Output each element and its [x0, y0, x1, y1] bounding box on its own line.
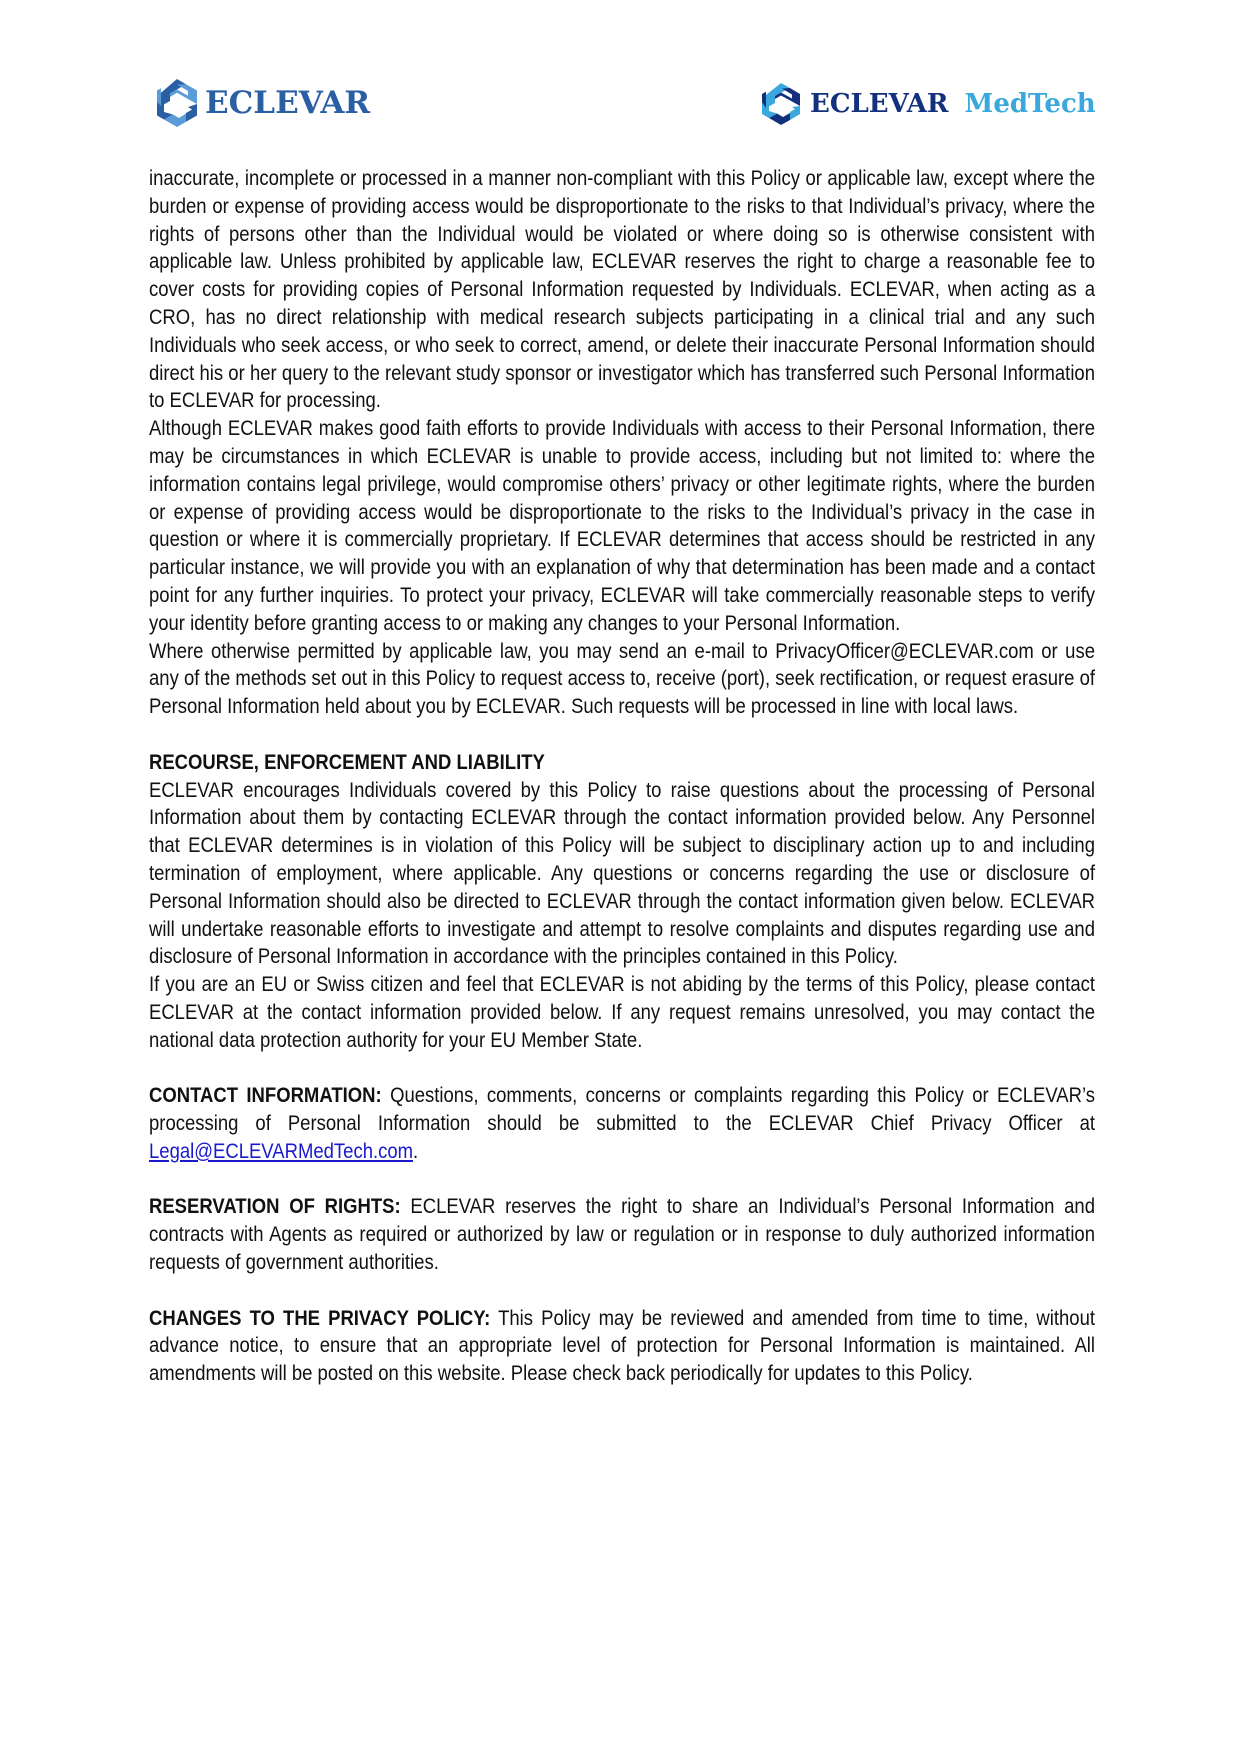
legal-email-link[interactable]: Legal@ECLEVARMedTech.com — [149, 1138, 414, 1163]
reservation-of-rights-text: ECLEVAR reserves the right to share an Individual’s Personal Information and contracts with Agents as required or authorized by law or regulation or in response to duly authorized information requests of government authorities. — [149, 1194, 1096, 1275]
eclevar-hexagon-logo-icon — [155, 78, 199, 128]
spacer — [149, 1055, 1095, 1083]
recourse-paragraph: ECLEVAR encourages Individuals covered by this Policy to raise questions about the processing of Personal Information about them by contacting ECLEVAR through the contact information provided below. Any Personnel that ECLEVAR determines is in violation of this Policy will be subject to disciplinary action up to and including termination of employment, where applicable. Any questions or concerns regarding the use or disclosure of Personal Information should also be directed to ECLEVAR through the contact information given below. ECLEVAR will undertake reasonable efforts to investigate and attempt to resolve complaints and disputes regarding use and disclosure of Personal Information in accordance with the principles contained in this Policy. — [149, 777, 1095, 969]
eclevar-wordmark: ECLEVAR — [205, 85, 371, 121]
eclevar-medtech-wordmark-primary: ECLEVAR — [810, 89, 949, 119]
spacer — [149, 721, 1095, 749]
policy-changes-heading: CHANGES TO THE PRIVACY POLICY: — [149, 1305, 491, 1330]
recourse-heading: RECOURSE, ENFORCEMENT AND LIABILITY — [149, 749, 545, 774]
spacer — [149, 1166, 1095, 1194]
page-header — [0, 0, 1240, 150]
eclevar-medtech-wordmark-secondary: MedTech — [964, 89, 1096, 119]
eclevar-logo — [155, 78, 370, 128]
reservation-of-rights-paragraph — [149, 1193, 1095, 1276]
contact-information-paragraph — [149, 1082, 1095, 1165]
contact-information-trail: . — [413, 1138, 419, 1163]
document-body — [149, 165, 1095, 1388]
policy-changes-paragraph — [149, 1305, 1095, 1388]
eu-swiss-paragraph: If you are an EU or Swiss citizen and feel that ECLEVAR is not abiding by the terms of this Policy, please contact ECLEVAR at the contact information provided below. If any request remains unresolved, you may contact the national data protection authority for your EU Member State. — [149, 972, 1095, 1052]
access-request-paragraph: Where otherwise permitted by applicable law, you may send an e-mail to PrivacyOfficer@ECLEVAR.com or use any of the methods set out in this Policy to request access to, receive (port), seek rectification, or request erasure of Personal Information held about you by ECLEVAR. Such requests will be processed in line with local laws. — [149, 638, 1095, 719]
access-limitations-paragraph: Although ECLEVAR makes good faith efforts to provide Individuals with access to their Personal Information, there may be circumstances in which ECLEVAR is unable to provide access, including but not limited to: where the information contains legal privilege, would compromise others’ privacy or other legitimate rights, where the burden or expense of providing access would be disproportionate to the risks to the Individual’s privacy in the case in question or where it is commercially proprietary. If ECLEVAR determines that access should be restricted in any particular instance, we will provide you with an explanation of why that determination has been made and a contact point for any further inquiries. To protect your privacy, ECLEVAR will take commercially reasonable steps to verify your identity before granting access to or making any changes to your Personal Information. — [149, 416, 1095, 635]
spacer — [149, 1277, 1095, 1305]
policy-changes-text: This Policy may be reviewed and amended from time to time, without advance notice, to ensure that an appropriate level of protection for Personal Information is maintained. All amendments will be posted on this website. Please check back periodically for updates to this Policy. — [149, 1305, 1095, 1386]
reservation-of-rights-heading: RESERVATION OF RIGHTS: — [149, 1194, 401, 1219]
contact-information-heading: CONTACT INFORMATION: — [149, 1083, 382, 1108]
eclevar-medtech-logo — [760, 82, 1096, 126]
contact-information-text: Questions, comments, concerns or complaints regarding this Policy or ECLEVAR’s processing of Personal Information should be submitted to the ECLEVAR Chief Privacy Officer at — [149, 1083, 1096, 1136]
access-paragraph-continued: inaccurate, incomplete or processed in a manner non-compliant with this Policy or applicable law, except where the burden or expense of providing access would be disproportionate to the risks to that Individual’s privacy, where the rights of persons other than the Individual would be violated or where doing so is otherwise consistent with applicable law. Unless prohibited by applicable law, ECLEVAR reserves the right to charge a reasonable fee to cover costs for providing copies of Personal Information requested by Individuals. ECLEVAR, when acting as a CRO, has no direct relationship with medical research subjects participating in a clinical trial and any such Individuals who seek access, or who seek to correct, amend, or delete their inaccurate Personal Information should direct his or her query to the relevant study sponsor or investigator which has transferred such Personal Information to ECLEVAR for processing. — [149, 166, 1095, 413]
eclevar-medtech-hexagon-logo-icon — [760, 82, 802, 126]
